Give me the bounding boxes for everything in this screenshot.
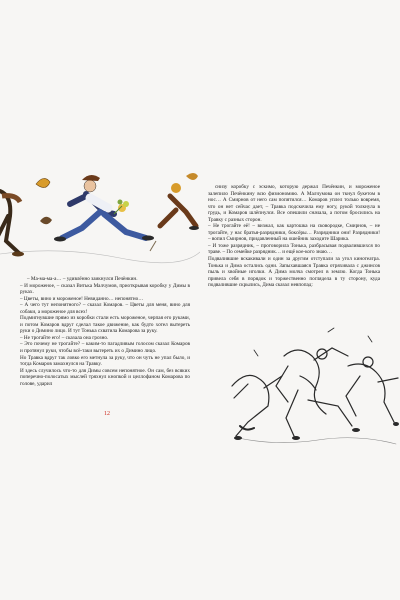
left-page-paragraphs: – Ма-ма-ма-а… – удивлённо заикнулся Печёнкин. – И мороженое, – сказал Витька Малчумов, приоткрывая коробку у Димы в руках. – Цветы, вино и мороженое! Невиданно… непонятно… – А чего тут непонятного? – сказал Комаров. – Цветы для меня, вино для собаки, а мороженое для всех! Подмигнувшие прямо из коробки стали есть мороженое, черпая его руками, и потом Комаров вдруг сделал такое движение, как будто хотел вытереть руки о Димино лицо. И тут Тонька схватила Комарова за руку. – Не трогайте его! – сказала она грозно. – Это почему не трогайте? – каким-то пагадливым голосом сказал Комаров и протянул руки, чтобы всё-таки вытереть их о Димино лицо. Но Травка вдруг так ловко его метнула за руку, что он чуть не упал было, и тогда Комаров замахнулся на Травку. И здесь случилось что-то для Димы совсем непонятное. Он сам, без всяких поперечно-полосатых мыслей тряхнул кнопкой и целлофаном Комарова по голове, ударил: [20, 276, 190, 387]
right-page-text: [208, 184, 380, 289]
right-page-paragraphs: снизу коробку с эскимо, которую держал Печёнкин, и мороженое залепило Печёнкину всю физиономию. А Малчумова он ткнул букетом в нос… А Смирнов от него сам попятился… Комаров уплел только вовремя, что он нет сейчас дает, – Травка подскочила ему ногу, рукой толкнула в грудь, и Комаров шлёпнулся. Все опешили сначала, а потом бросились на Травку с разных сторон. – Не трогайте её! – визжал, как картошка на сковородке, Смирнов, – не трогайте, у нас братья-разрядники, боксёры… Разрядники они! Разрядники! – вопил Смирнов, придавленный на ошейник заходите Шарика. – И тоже разрядник, – проговорила Тонька, разбрасывая подвалившихся по траве. – По семейке разрядник… и ещё кое-кого знаю… Подвалившие вскакивали и один за другим отступали за угол кинотеатра. Тонька и Дима остались одни. Запыхавшаяся Травка отряхивала с джинсов пыль и хвойные иголки. А Дима молча смотрел в землю. Когда Тонька привела себя в порядок и торжественно поглядела в ту сторону, куда подвалившие скрылись, Дима сказал невпопад:: [208, 184, 380, 289]
chase-illustration: [0, 166, 200, 266]
scuffle-illustration: [228, 326, 400, 450]
page-number: 12: [104, 411, 110, 417]
left-page-text: [20, 276, 190, 387]
